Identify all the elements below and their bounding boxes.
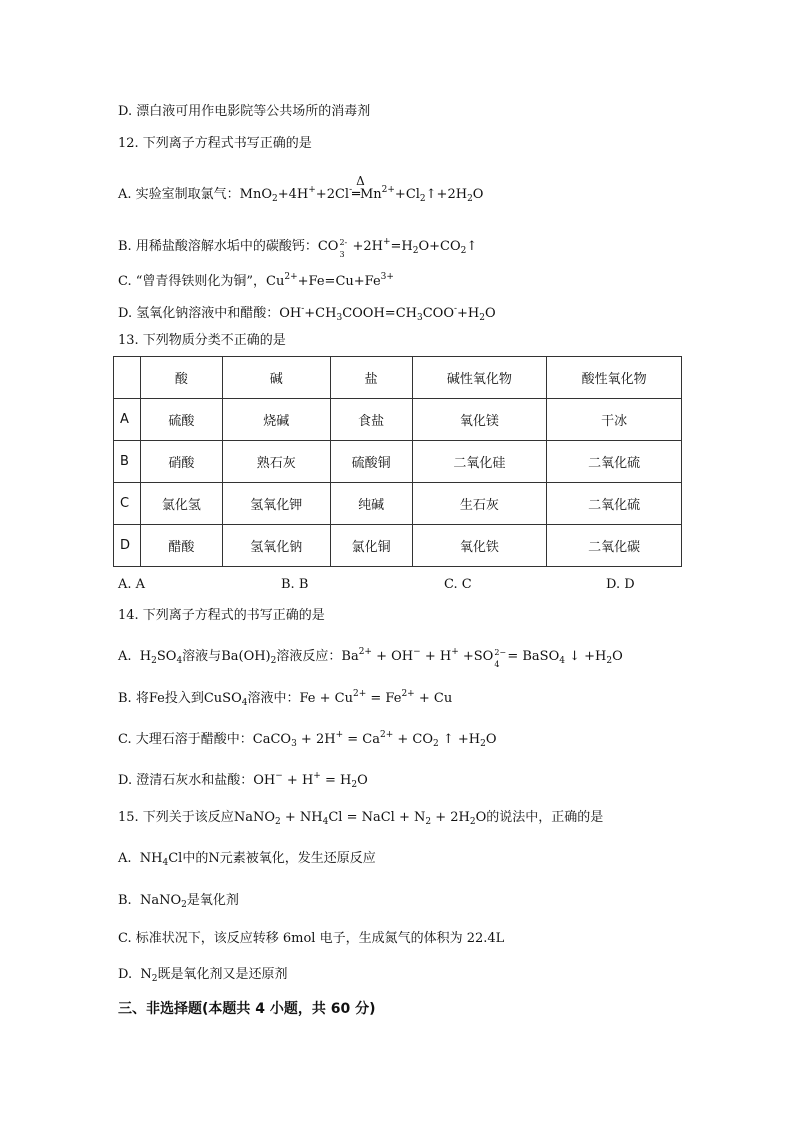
table-cell: 熟石灰 — [222, 441, 330, 483]
q15-option-d: D. $N_2$既是氧化剂又是还原剂 — [118, 967, 288, 984]
table-header-cell: 碱 — [222, 357, 330, 399]
q14-c-prefix: C. 大理石溶于醋酸中： — [118, 732, 253, 747]
q14-d-prefix: D. 澄清石灰水和盐酸： — [118, 773, 254, 788]
table-cell: 二氧化硫 — [547, 483, 682, 525]
q14-b-mid2: 溶液中： — [247, 691, 300, 706]
table-row — [114, 483, 682, 525]
table-cell: 二氧化硅 — [412, 441, 547, 483]
table-cell: 二氧化硫 — [547, 441, 682, 483]
classification-table — [113, 356, 682, 567]
q12-c-text: C. “曾青得铁则化为铜”，Cu — [118, 274, 285, 289]
q15-d-text: 既是氧化剂又是还原剂 — [157, 967, 288, 982]
table-cell: C — [114, 483, 141, 525]
q14-stem: 14. 下列离子方程式的书写正确的是 — [118, 608, 325, 623]
q14-option-b: B. 将Fe投入到CuSO$_4$溶液中：$Fe + Cu^{2+} = Fe^{2+} + Cu$ — [118, 689, 453, 708]
table-cell: 氧化镁 — [412, 399, 547, 441]
q15-stem: 15. 下列关于该反应NaNO$_2$ + $NH_4Cl$ = NaCl + $N_2 + 2H_2O$的说法中，正确的是 — [118, 810, 604, 827]
q15-b-text: 是氧化剂 — [186, 893, 239, 908]
q14-option-d: D. 澄清石灰水和盐酸：$OH^- + H^+ = H_2O$ — [118, 771, 368, 790]
table-cell: 干冰 — [547, 399, 682, 441]
q13-option-c: C. C — [444, 577, 472, 592]
q12-option-b: B. 用稀盐酸溶解水垢中的碳酸钙：CO 2- 3 $+2H^+=H_2O+CO_2↑$ — [118, 237, 478, 259]
table-cell: 氧化铁 — [412, 525, 547, 567]
table-row — [114, 525, 682, 567]
table-cell: 纯碱 — [330, 483, 412, 525]
table-header-cell: 酸性氧化物 — [547, 357, 682, 399]
table-header-cell: 盐 — [330, 357, 412, 399]
table-row — [114, 441, 682, 483]
table-cell: 硫酸 — [141, 399, 223, 441]
q14-option-c: C. 大理石溶于醋酸中：CaCO$_3$ + $2H^+ = Ca^{2+} + CO_2$ ↑ $+H_2O$ — [118, 730, 497, 749]
table-cell: 硫酸铜 — [330, 441, 412, 483]
table-cell: 二氧化碳 — [547, 525, 682, 567]
table-header-cell: 酸 — [141, 357, 223, 399]
table-header-row — [114, 357, 682, 399]
table-cell: 硝酸 — [141, 441, 223, 483]
heating-symbol: Δ ═ — [352, 174, 365, 202]
table-cell: 氯化铜 — [330, 525, 412, 567]
table-cell: 食盐 — [330, 399, 412, 441]
q12-a-prefix: A. 实验室制取氯气： — [118, 187, 240, 202]
table-cell: 氯化氢 — [141, 483, 223, 525]
table-cell: B — [114, 441, 141, 483]
table-row — [114, 399, 682, 441]
q12-option-c: C. “曾青得铁则化为铜”，$Cu^{2+}+Fe=Cu+Fe^{3+}$ — [118, 272, 394, 289]
q12-d-prefix: D. 氢氧化钠溶液中和醋酸： — [118, 306, 280, 321]
q13-option-a: A. A — [118, 577, 146, 592]
table-cell: 醋酸 — [141, 525, 223, 567]
q14-a-mid2: 溶液反应： — [276, 649, 342, 664]
table-cell: 氢氧化钾 — [222, 483, 330, 525]
q14-b-prefix: B. 将 — [118, 691, 149, 706]
q14-option-a: A. $H_2SO_4$溶液与$Ba(OH)_2$溶液反应：$Ba^{2+} + OH^- + H^+ +SO$ 2− 4 = BaSO$_4$ ↓ $+H_2O$ — [118, 647, 623, 669]
q11-option-d: D. 漂白液可用作电影院等公共场所的消毒剂 — [118, 104, 371, 119]
q13-option-b: B. B — [281, 577, 309, 592]
table-header-cell — [114, 357, 141, 399]
q12-stem: 12. 下列离子方程式书写正确的是 — [118, 136, 312, 151]
q15-option-c: C. 标准状况下，该反应转移 6mol 电子，生成氮气的体积为 22.4L — [118, 931, 505, 946]
q12-option-d: D. 氢氧化钠溶液中和醋酸：$OH^-+CH_3COOH=CH_3COO^-+H_2O$ — [118, 304, 496, 323]
q15-option-a: A. $NH_4Cl$中的N元素被氧化，发生还原反应 — [118, 851, 376, 868]
table-header-cell: 碱性氧化物 — [412, 357, 547, 399]
q12-b-prefix: B. 用稀盐酸溶解水垢中的碳酸钙： — [118, 239, 318, 254]
table-cell: 生石灰 — [412, 483, 547, 525]
table-cell: D — [114, 525, 141, 567]
q13-stem: 13. 下列物质分类不正确的是 — [118, 333, 286, 348]
section-heading: 三、非选择题(本题共 4 小题，共 60 分) — [118, 1001, 376, 1017]
q15-stem-suffix: 的说法中，正确的是 — [486, 810, 604, 825]
q14-a-mid1: 溶液与 — [182, 649, 222, 664]
q15-stem-prefix: 15. 下列关于该反应 — [118, 810, 234, 825]
q15-a-text: 中的N元素被氧化，发生还原反应 — [182, 851, 376, 866]
table-cell: 烧碱 — [222, 399, 330, 441]
table-cell: A — [114, 399, 141, 441]
table-cell: 氢氧化钠 — [222, 525, 330, 567]
q14-b-mid1: 投入到 — [164, 691, 204, 706]
q12-option-a: A. 实验室制取氯气：MnO$_2$+4H++2Cl- Δ $═Mn^{2+}+Cl_2↑+2H_2O$ — [118, 174, 484, 204]
q13-option-d: D. D — [606, 577, 635, 592]
q15-option-b: B. NaNO$_2$是氧化剂 — [118, 893, 239, 910]
